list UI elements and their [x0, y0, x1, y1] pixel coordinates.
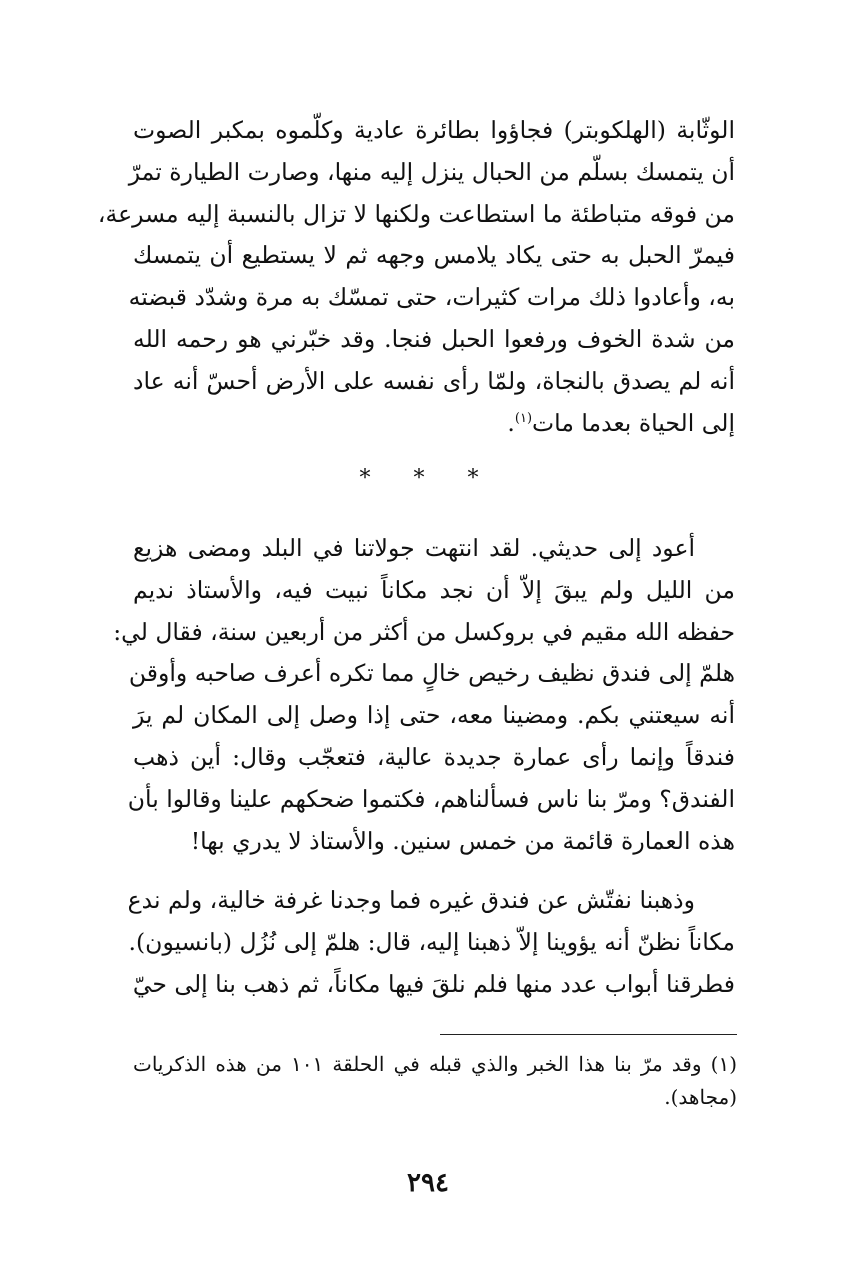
text-line: أن يتمسك بسلّم من الحبال ينزل إليه منها، وصارت الطيارة تمرّ	[128, 157, 735, 186]
text-line: من شدة الخوف ورفعوا الحبل فنجا. وقد خبّرني هو رحمه الله	[133, 324, 735, 353]
text-line: فندقاً وإنما رأى عمارة جديدة عالية، فتعجّب وقال: أين ذهب	[133, 742, 735, 771]
text-line-first: أعود إلى حديثي. لقد انتهت جولاتنا في البلد ومضى هزيع	[133, 534, 695, 562]
section-separator: * * *	[359, 466, 497, 491]
footnote-divider	[440, 1034, 737, 1035]
text-line: من الليل ولم يبقَ إلاّ أن نجد مكاناً نبيت فيه، والأستاذ نديم	[133, 575, 735, 604]
text-line-last	[133, 403, 735, 445]
text-line: أنه لم يصدق بالنجاة، ولمّا رأى نفسه على الأرض أحسّ أنه عاد	[133, 366, 735, 395]
text-line: الفندق؟ ومرّ بنا ناس فسألناهم، فكتموا ضحكهم علينا وقالوا بأن	[127, 784, 735, 813]
paragraph-brussels-hotel	[113, 528, 735, 862]
text-line: من فوقه متباطئة ما استطاعت ولكنها لا تزال بالنسبة إليه مسرعة،	[97, 199, 735, 228]
text-line: مكاناً نظنّ أنه يؤوينا إلاّ ذهبنا إليه، قال: هلمّ إلى نُزُل (بانسيون).	[128, 927, 735, 956]
footnote	[133, 1048, 737, 1114]
text-line: به، وأعادوا ذلك مرات كثيرات، حتى تمسّك به مرة وشدّد قبضته	[128, 283, 735, 312]
text-line: حفظه الله مقيم في بروكسل من أكثر من أربعين سنة، فقال لي:	[113, 617, 735, 646]
text-line: هلمّ إلى فندق نظيف رخيص خالٍ مما تكره أعرف صاحبه وأوقن	[128, 659, 735, 688]
footnote-line: (١) وقد مرّ بنا هذا الخبر والذي قبله في الحلقة ١٠١ من هذه الذكريات	[133, 1052, 737, 1076]
footnote-reference[interactable]: (١)	[514, 410, 533, 426]
text-line: الوثّابة (الهلكوبتر) فجاؤوا بطائرة عادية وكلّموه بمكبر الصوت	[133, 116, 735, 144]
page-number: ٢٩٤	[407, 1168, 449, 1198]
sentence-end-period: .	[507, 408, 515, 437]
text-line-last: هذه العمارة قائمة من خمس سنين. والأستاذ لا يدري بها!	[190, 826, 735, 855]
footnote-line: (مجاهد).	[664, 1085, 737, 1109]
text-line: فيمرّ الحبل به حتى يكاد يلامس وجهه ثم لا يستطيع أن يتمسك	[133, 241, 735, 270]
paragraph-helicopter-rescue	[97, 110, 735, 444]
text-line: فطرقنا أبواب عدد منها فلم نلقَ فيها مكاناً، ثم ذهب بنا إلى حيّ	[132, 969, 735, 998]
paragraph-search-lodging	[127, 880, 735, 1005]
text-line-first: وذهبنا نفتّش عن فندق غيره فما وجدنا غرفة خالية، ولم ندع	[127, 886, 695, 914]
text-line-content: إلى الحياة بعدما مات	[532, 408, 735, 437]
text-line: أنه سيعتني بكم. ومضينا معه، حتى إذا وصل إلى المكان لم يرَ	[133, 701, 735, 730]
